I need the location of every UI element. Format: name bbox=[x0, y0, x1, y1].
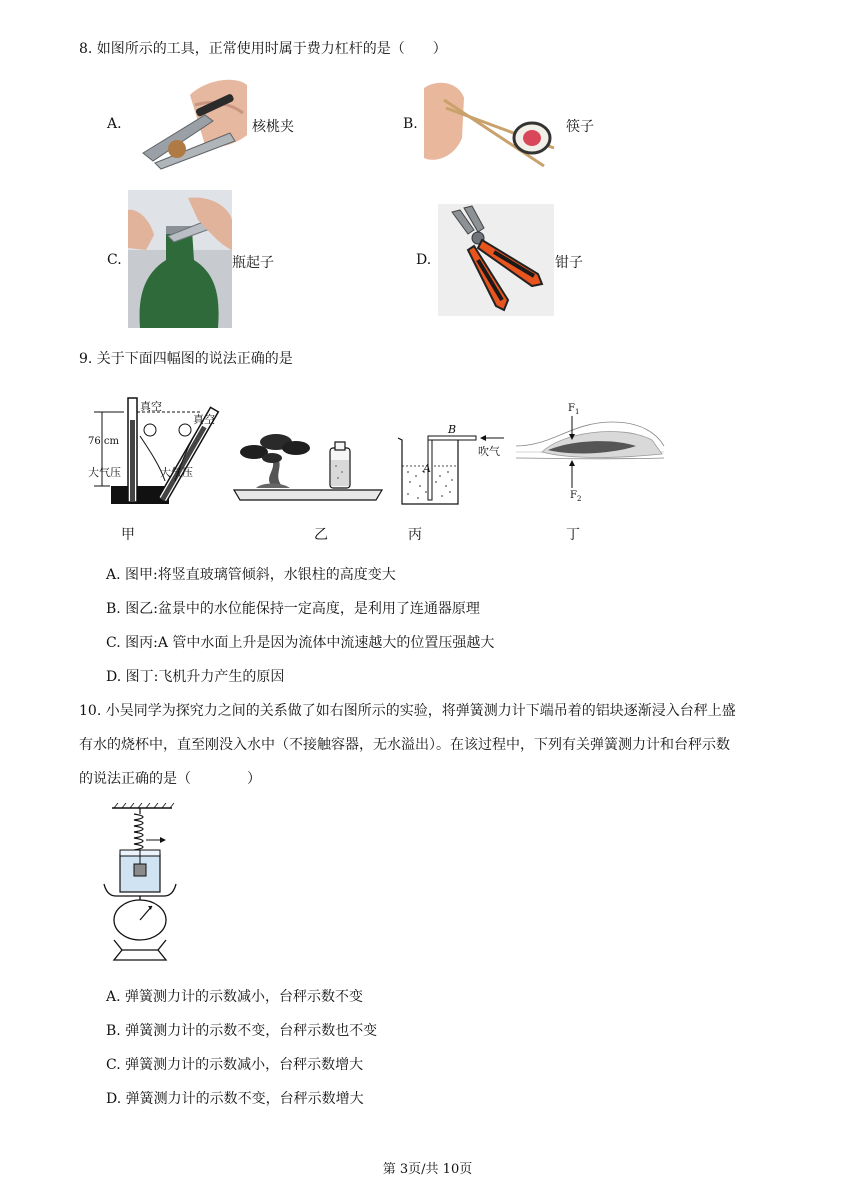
force-f2: $F_2$ bbox=[570, 490, 582, 503]
q8-option-b-label: 筷子 bbox=[566, 119, 594, 135]
vacuum-label-2: 真空 bbox=[193, 413, 215, 426]
height-label: 76 cm bbox=[88, 436, 119, 447]
q9-option-c[interactable]: C. 图丙:A 管中水面上升是因为流体中流速越大的位置压强越大 bbox=[106, 635, 495, 651]
force-f1: $F_1$ bbox=[568, 403, 580, 416]
blow-label: 吹气 bbox=[478, 445, 500, 458]
q10-option-c[interactable]: C. 弹簧测力计的示数减小，台秤示数增大 bbox=[106, 1057, 364, 1073]
q9-option-d[interactable]: D. 图丁:飞机升力产生的原因 bbox=[106, 669, 285, 685]
nutcracker-image bbox=[135, 75, 250, 170]
q8-option-c-letter: C. bbox=[107, 252, 122, 268]
q10-option-b[interactable]: B. 弹簧测力计的示数不变，台秤示数也不变 bbox=[106, 1023, 378, 1039]
q10-option-d[interactable]: D. 弹簧测力计的示数不变，台秤示数增大 bbox=[106, 1091, 364, 1107]
caption-bing: 丙 bbox=[408, 527, 422, 543]
caption-jia: 甲 bbox=[121, 527, 135, 543]
q8-option-c-label: 瓶起子 bbox=[232, 255, 274, 271]
atm-label-1: 大气压 bbox=[88, 466, 121, 479]
blow-tube-figure bbox=[396, 424, 506, 508]
bottle-opener-image bbox=[128, 190, 232, 328]
page-footer: 第 3页/共 10页 bbox=[382, 1162, 473, 1177]
q10-stem-line-2: 有水的烧杯中，直至刚没入水中（不接触容器，无水溢出）。在该过程中，下列有关弹簧测力计和台秤示数 bbox=[79, 737, 730, 753]
q10-stem-line-1: 10. 小吴同学为探究力之间的关系做了如右图所示的实验，将弹簧测力计下端吊着的铝块逐渐浸入台秤上盛 bbox=[79, 703, 736, 719]
bonsai-figure bbox=[232, 426, 384, 502]
q8-option-a-letter: A. bbox=[107, 116, 122, 132]
vacuum-label-1: 真空 bbox=[140, 400, 162, 413]
q9-option-a[interactable]: A. 图甲:将竖直玻璃管倾斜，水银柱的高度变大 bbox=[106, 567, 396, 583]
caption-ding: 丁 bbox=[566, 527, 580, 543]
chopsticks-image bbox=[424, 78, 564, 168]
q9-option-b[interactable]: B. 图乙:盆景中的水位能保持一定高度，是利用了连通器原理 bbox=[106, 601, 480, 617]
q8-option-d-label: 钳子 bbox=[555, 255, 583, 271]
atm-label-2: 大气压 bbox=[160, 466, 193, 479]
q8-option-a-label: 核桃夹 bbox=[252, 119, 294, 135]
label-b: B bbox=[448, 423, 457, 436]
q10-option-a[interactable]: A. 弹簧测力计的示数减小，台秤示数不变 bbox=[106, 989, 364, 1005]
wing-figure bbox=[512, 400, 668, 510]
q8-stem: 8. 如图所示的工具，正常使用时属于费力杠杆的是（ ） bbox=[79, 41, 447, 57]
caption-yi: 乙 bbox=[314, 527, 328, 543]
q8-option-b-letter: B. bbox=[403, 116, 418, 132]
q8-option-d-letter: D. bbox=[416, 252, 432, 268]
label-a: A bbox=[423, 462, 431, 475]
spring-scale-figure bbox=[100, 800, 180, 964]
q9-stem: 9. 关于下面四幅图的说法正确的是 bbox=[79, 351, 293, 367]
q10-stem-line-3: 的说法正确的是（ ） bbox=[79, 771, 261, 787]
pliers-image bbox=[438, 204, 554, 316]
